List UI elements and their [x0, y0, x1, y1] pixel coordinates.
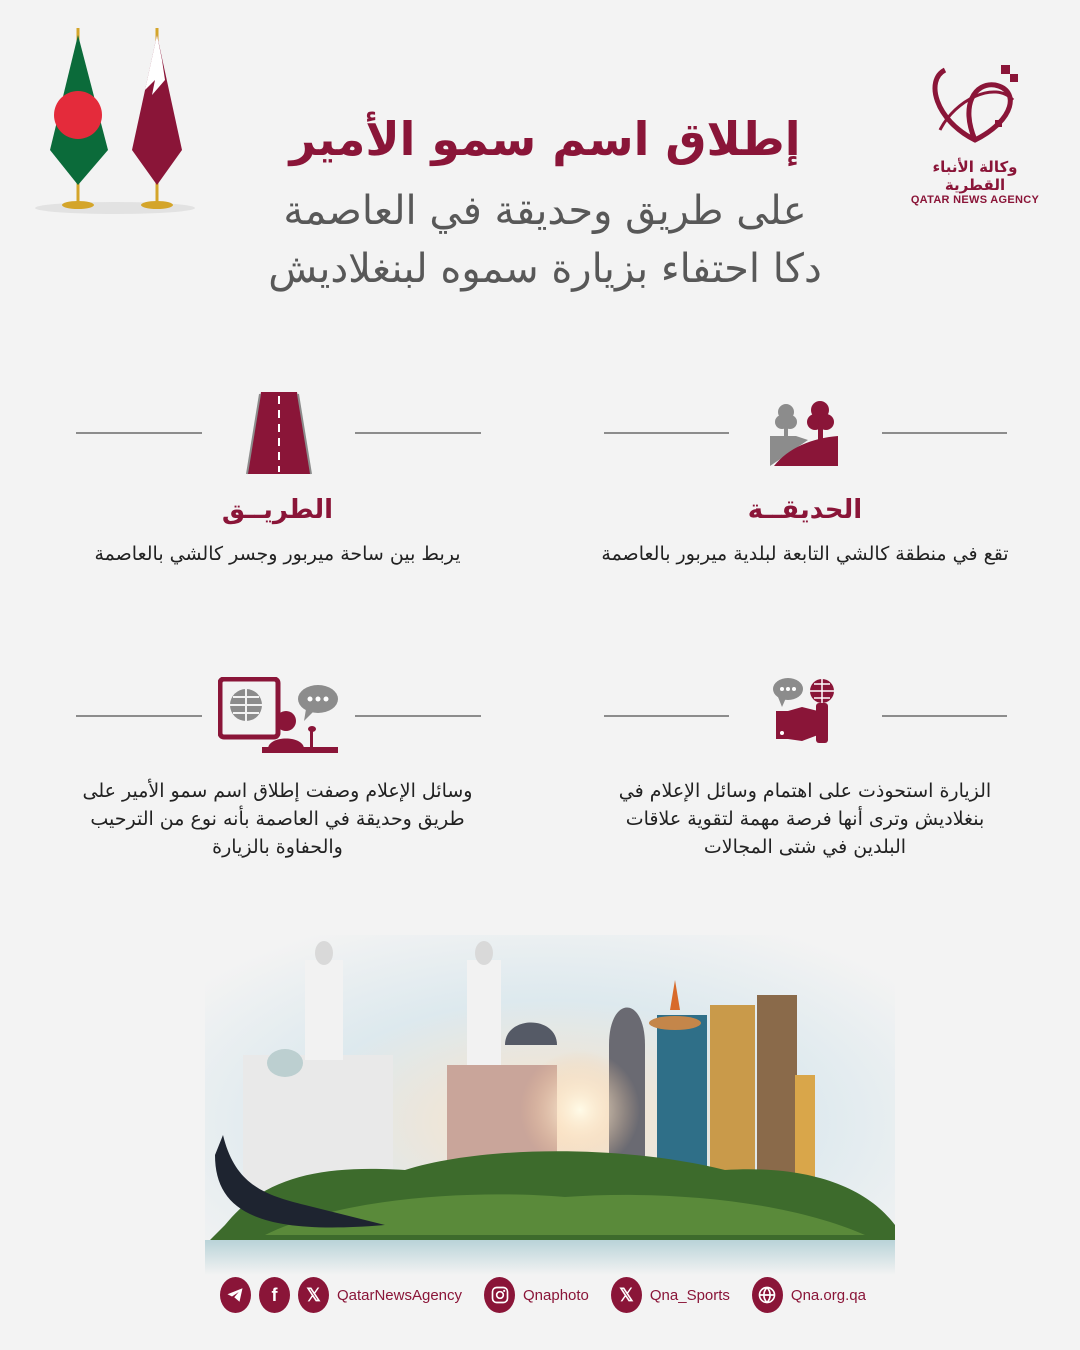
- divider-left: [76, 432, 202, 434]
- qna-emblem-icon: [925, 60, 1025, 150]
- section-media-welcome: [70, 665, 485, 865]
- road-icon: [245, 392, 313, 480]
- divider-left: [604, 432, 729, 434]
- park-title: الحديقــة: [747, 495, 863, 525]
- section-park: [600, 395, 1010, 605]
- media-interest-description: الزيارة استحوذت على اهتمام وسائل الإعلام في بنغلاديش وترى أنها فرصة مهمة لتقوية علاقات البلدين في شتى المجالات: [618, 780, 992, 858]
- instagram-icon[interactable]: [484, 1277, 515, 1313]
- press-conference-icon: [218, 677, 342, 759]
- telegram-icon[interactable]: [220, 1277, 251, 1313]
- subtitle-line-2: دكا احتفاء بزيارة سموه لبنغلاديش: [268, 246, 822, 292]
- park-description: تقع في منطقة كالشي التابعة لبلدية ميربور بالعاصمة: [601, 543, 1009, 565]
- divider-right: [882, 715, 1007, 717]
- road-description: يربط بين ساحة ميربور وجسر كالشي بالعاصمة: [94, 543, 461, 565]
- flags-illustration: [30, 20, 200, 220]
- divider-left: [76, 715, 202, 717]
- park-icon: [768, 400, 840, 472]
- media-microphone-icon: [772, 677, 840, 753]
- divider-right: [355, 715, 481, 717]
- x-icon[interactable]: 𝕏: [611, 1277, 642, 1313]
- social-label-website[interactable]: Qna.org.qa: [790, 1286, 866, 1304]
- x-icon[interactable]: 𝕏: [298, 1277, 329, 1313]
- social-footer: [220, 1268, 880, 1322]
- divider-right: [882, 432, 1007, 434]
- social-label-qna-sports[interactable]: Qna_Sports: [649, 1286, 730, 1304]
- page-title: إطلاق اسم سمو الأمير: [289, 112, 801, 166]
- globe-icon[interactable]: [752, 1277, 783, 1313]
- social-label-qatarnewsagency[interactable]: QatarNewsAgency: [336, 1286, 463, 1304]
- section-media-interest: [600, 665, 1010, 865]
- logo-name-en: QATAR NEWS AGENCY: [910, 194, 1040, 206]
- section-road: [70, 390, 485, 600]
- skyline-illustration: [205, 935, 895, 1275]
- divider-left: [604, 715, 729, 717]
- divider-right: [355, 432, 481, 434]
- facebook-icon[interactable]: f: [259, 1277, 290, 1313]
- media-welcome-description: وسائل الإعلام وصفت إطلاق اسم سمو الأمير على طريق وحديقة في العاصمة بأنه نوع من الترحيب والحفاوة بالزيارة: [82, 780, 473, 858]
- logo-name-ar: وكالة الأنباء القطرية: [932, 158, 1018, 194]
- social-label-qnaphoto[interactable]: Qnaphoto: [523, 1286, 589, 1304]
- road-title: الطريــق: [221, 495, 334, 525]
- subtitle-line-1: على طريق وحديقة في العاصمة: [283, 188, 807, 234]
- qna-logo: [900, 60, 1050, 206]
